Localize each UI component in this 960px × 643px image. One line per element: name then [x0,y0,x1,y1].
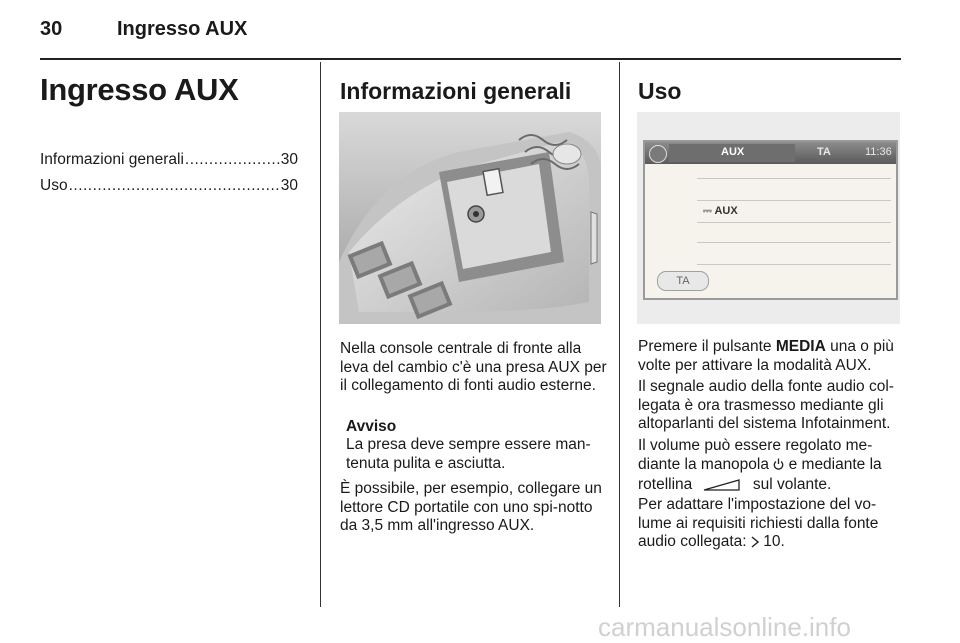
screen-ta-button[interactable]: TA [657,271,709,291]
page-number: 30 [40,18,63,40]
toc-label: Uso [40,177,68,194]
screen-status-bar [645,142,896,164]
note-text: La presa deve sempre essere man-tenuta pulita e asciutta. [346,436,591,472]
toc-leader [185,151,280,169]
paragraph-intro: Nella console centrale di fronte alla leva del cambio c'è una presa AUX per il collegamento di fonti audio esterne. [340,340,607,394]
paragraph-adjust: Per adattare l'impostazione del vo-lume ai requisiti richiesti dalla fonte audio collegata: 10. [638,496,908,554]
column-divider-2 [619,62,620,607]
toc-page: 30 [280,177,298,194]
header-rule [40,58,901,60]
screen-frame [643,140,898,300]
watermark-text: carmanualsonline.info [598,612,851,642]
column-divider-1 [320,62,321,607]
screen-tab-ta[interactable]: TA [817,146,831,158]
note-heading: Avviso [346,418,397,435]
screen-tab-aux[interactable]: AUX [721,146,745,158]
section-title-general: Informazioni generali [340,78,572,104]
chapter-title: Ingresso AUX [40,72,239,107]
screen-list-item-aux[interactable]: ⎓ AUX [703,205,738,217]
header-title: Ingresso AUX [117,18,248,40]
toc-leader [69,177,280,195]
toc-label: Informazioni generali [40,151,184,168]
screen-clock: 11:36 [865,146,892,158]
paragraph-volume: Il volume può essere regolato me-diante la manopola e mediante la rotellina sul volante. [638,437,908,497]
paragraph-example: È possibile, per esempio, collegare un lettore CD portatile con uno spi-notto da 3,5 mm all'ingresso AUX. [340,480,602,534]
source-icon: ⎓ [703,205,712,217]
toc-page: 30 [280,151,298,168]
toc-entry[interactable] [40,151,298,169]
infotainment-screen-illustration [637,112,900,324]
paragraph-media: Premere il pulsante MEDIA una o più volte per attivare la modalità AUX. [638,338,894,374]
thumbwheel-icon [703,478,743,497]
page-reference-icon[interactable] [751,535,759,554]
menu-icon[interactable] [649,145,667,163]
paragraph-audio-signal: Il segnale audio della fonte audio col-legata è ora trasmesso mediante gli altoparlanti del sistema Infotainment. [638,378,894,432]
power-knob-icon [773,458,784,477]
section-title-usage: Uso [638,78,682,104]
aux-socket-illustration [339,112,601,324]
toc-entry[interactable] [40,177,298,195]
media-button-label: MEDIA [775,338,826,355]
